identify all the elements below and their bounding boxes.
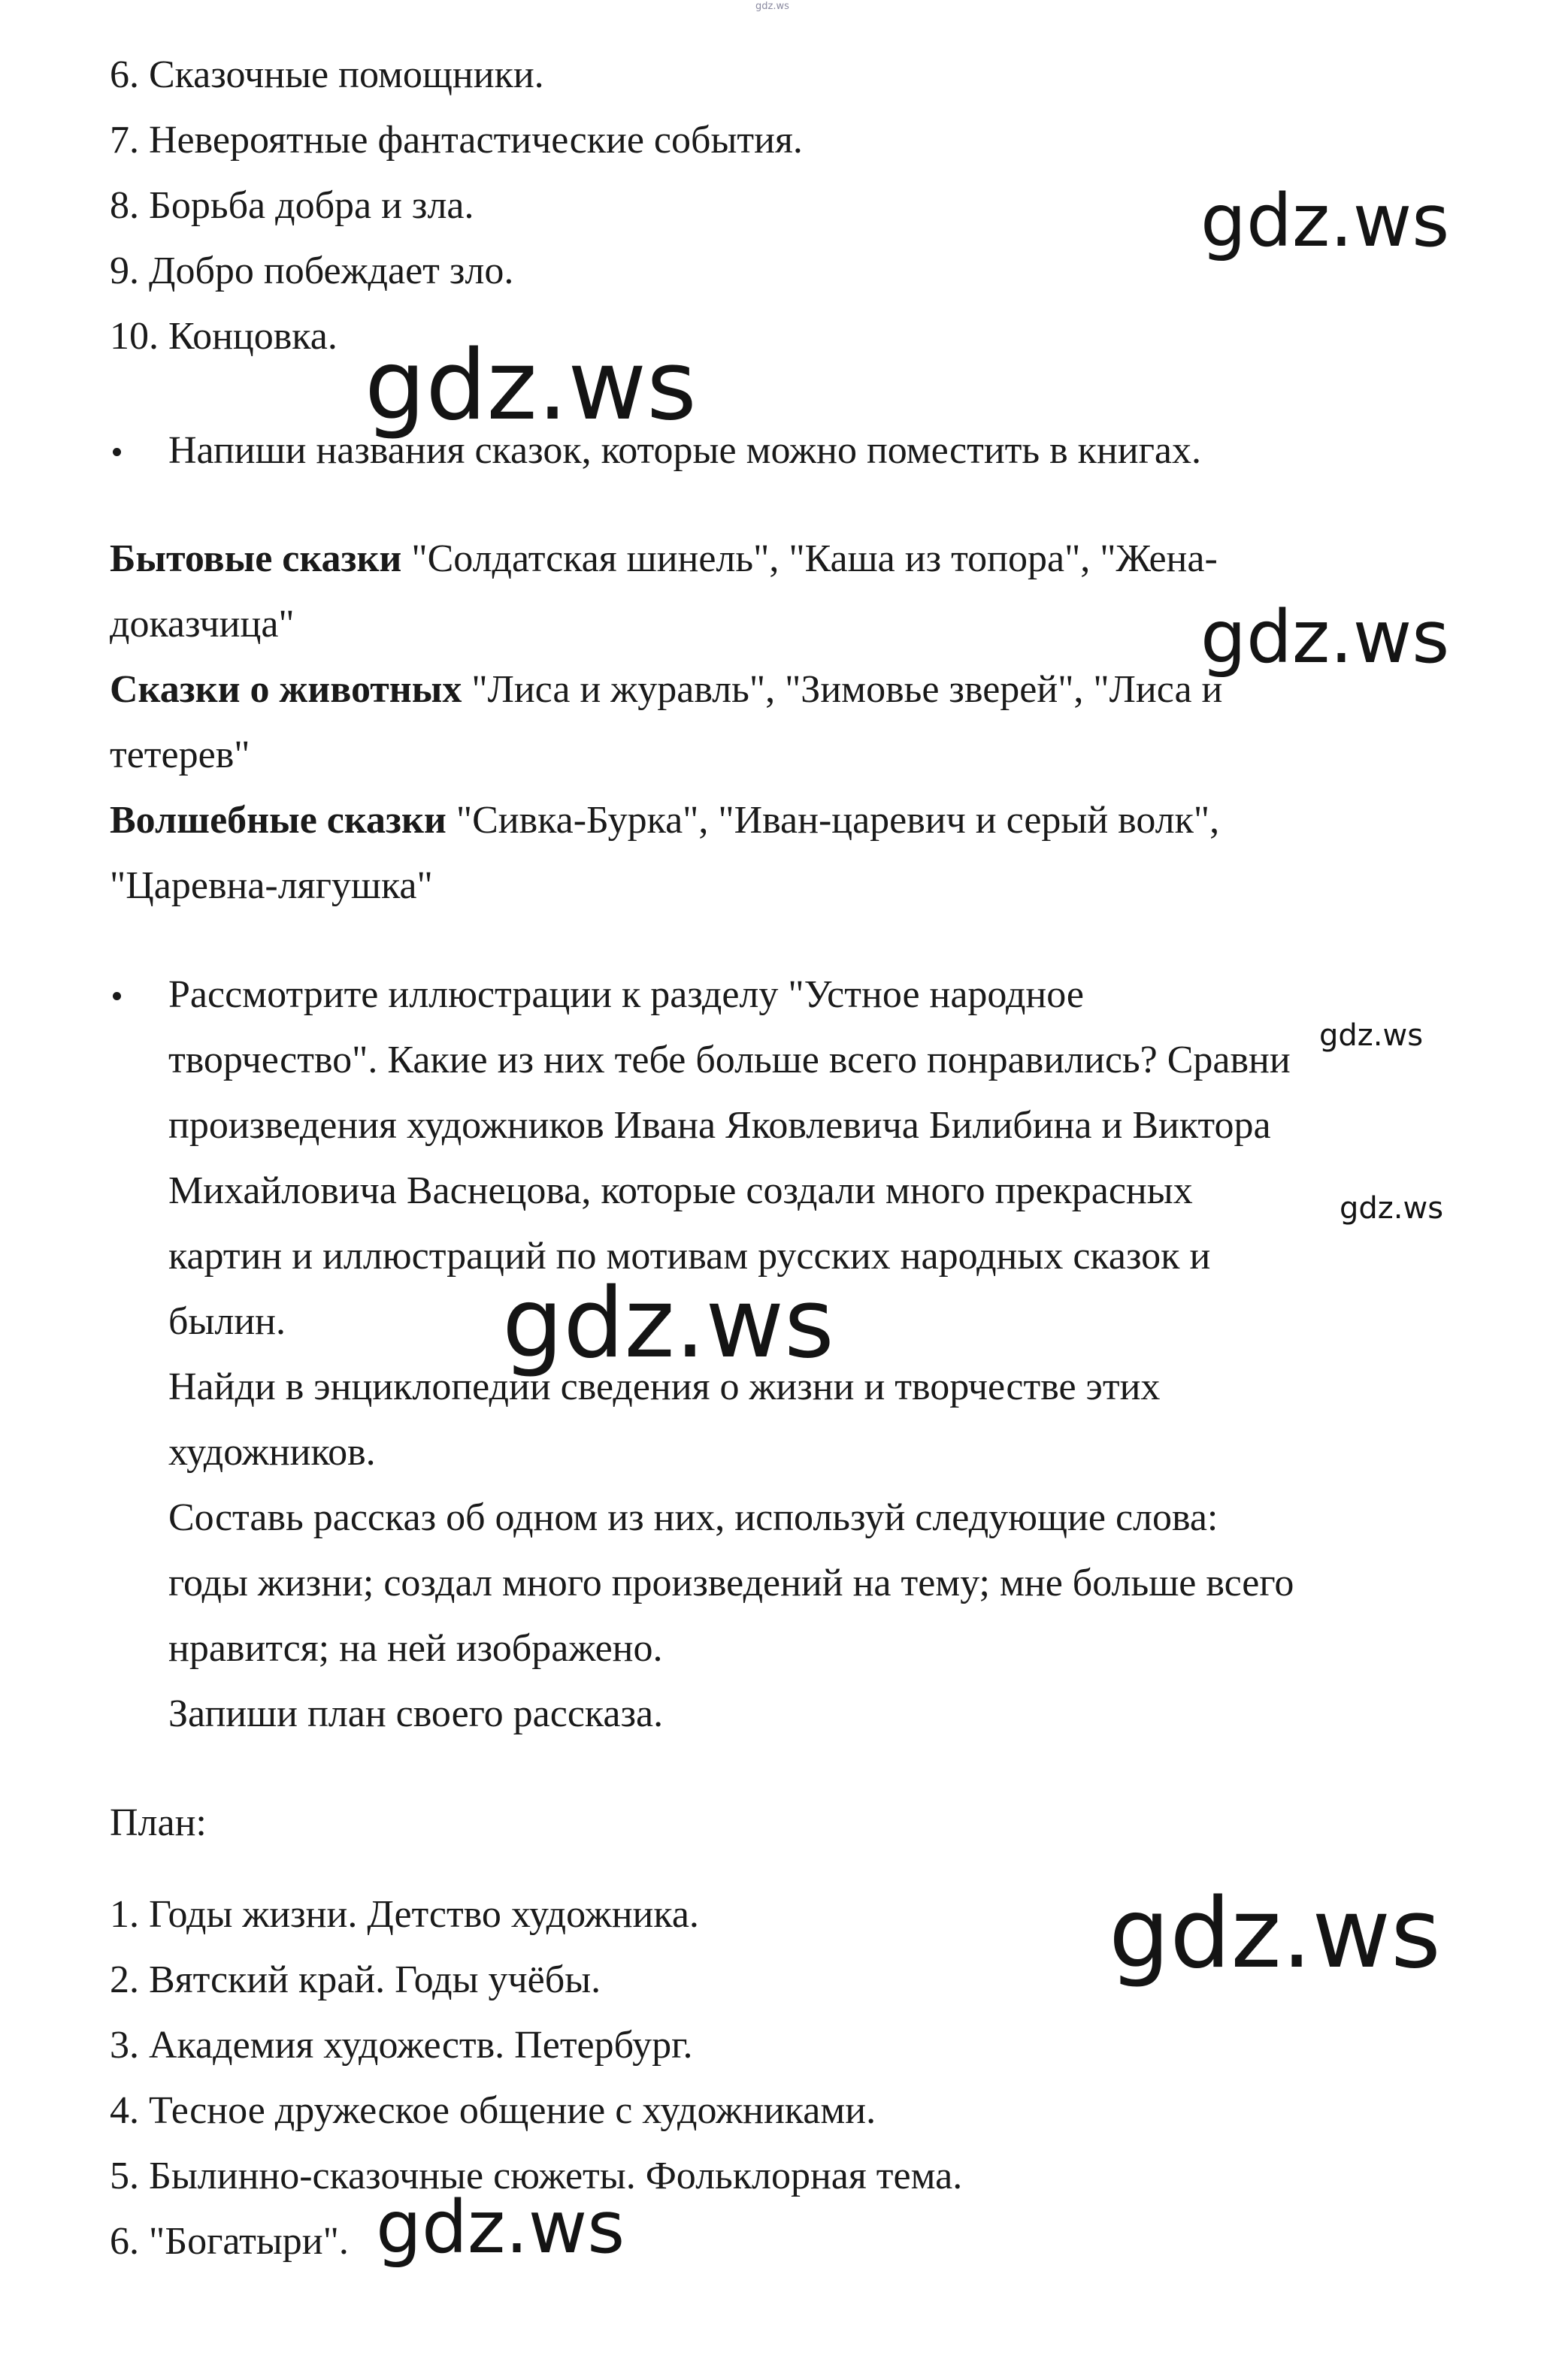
plan-item: 2. Вятский край. Годы учёбы.: [110, 1958, 601, 2001]
plan-item: 1. Годы жизни. Детство художника.: [110, 1893, 699, 1936]
task-line: Найди в энциклопедии сведения о жизни и творчестве этих: [168, 1365, 1161, 1408]
genre-label: Сказки о животных: [110, 668, 462, 711]
list-item: 8. Борьба добра и зла.: [110, 184, 474, 227]
task-line: Рассмотрите иллюстрации к разделу "Устное народное: [168, 973, 1084, 1016]
genre-line: [110, 798, 1219, 843]
list-item: 6. Сказочные помощники.: [110, 53, 544, 96]
genre-titles: "Сивка-Бурка", "Иван-царевич и серый волк",: [456, 799, 1220, 842]
watermark: gdz.ws: [502, 1268, 834, 1380]
plan-item: 6. "Богатыри".: [110, 2220, 349, 2263]
plan-item: 4. Тесное дружеское общение с художниками.: [110, 2089, 876, 2132]
task-line: Запиши план своего рассказа.: [168, 1692, 664, 1735]
task-line: Составь рассказ об одном из них, используй следующие слова:: [168, 1496, 1218, 1539]
watermark: gdz.ws: [1200, 595, 1450, 679]
genre-titles: "Солдатская шинель", "Каша из топора", "Жена-: [411, 537, 1218, 580]
task-line: годы жизни; создал много произведений на тему; мне больше всего: [168, 1562, 1294, 1604]
task-line: нравится; на ней изображено.: [168, 1627, 663, 1670]
bullet-icon: [113, 448, 121, 456]
genre-line: [110, 537, 1218, 582]
list-item: 7. Невероятные фантастические события.: [110, 119, 803, 162]
bullet-icon: [113, 992, 121, 1000]
task-line: картин и иллюстраций по мотивам русских народных сказок и: [168, 1235, 1211, 1278]
watermark: gdz.ws: [1340, 1191, 1444, 1226]
task-line: Михайловича Васнецова, которые создали много прекрасных: [168, 1169, 1193, 1212]
genre-titles: "Лиса и журавль", "Зимовье зверей", "Лиса и: [471, 668, 1223, 711]
header-watermark: gdz.ws: [755, 1, 789, 12]
task-line: былин.: [168, 1300, 286, 1343]
task-line: произведения художников Ивана Яковлевича Билибина и Виктора: [168, 1104, 1271, 1147]
list-item: 9. Добро побеждает зло.: [110, 249, 514, 292]
plan-title: План:: [110, 1801, 207, 1844]
task-line: художников.: [168, 1431, 376, 1474]
watermark: gdz.ws: [365, 330, 697, 442]
task-line: творчество". Какие из них тебе больше всего понравились? Сравни: [168, 1039, 1291, 1081]
task-text: Напиши названия сказок, которые можно поместить в книгах.: [168, 429, 1202, 472]
genre-label: Волшебные сказки: [110, 799, 447, 842]
list-item: 10. Концовка.: [110, 315, 338, 358]
watermark: gdz.ws: [376, 2185, 625, 2270]
plan-item: 3. Академия художеств. Петербург.: [110, 2024, 693, 2067]
genre-line-cont: доказчица": [110, 603, 295, 646]
watermark: gdz.ws: [1109, 1878, 1441, 1990]
genre-line: [110, 667, 1222, 712]
genre-line-cont: "Царевна-лягушка": [110, 864, 433, 907]
watermark: gdz.ws: [1200, 179, 1450, 263]
genre-line-cont: тетерев": [110, 733, 250, 776]
watermark: gdz.ws: [1319, 1018, 1424, 1053]
plan-item: 5. Былинно-сказочные сюжеты. Фольклорная тема.: [110, 2155, 963, 2197]
genre-label: Бытовые сказки: [110, 537, 402, 580]
